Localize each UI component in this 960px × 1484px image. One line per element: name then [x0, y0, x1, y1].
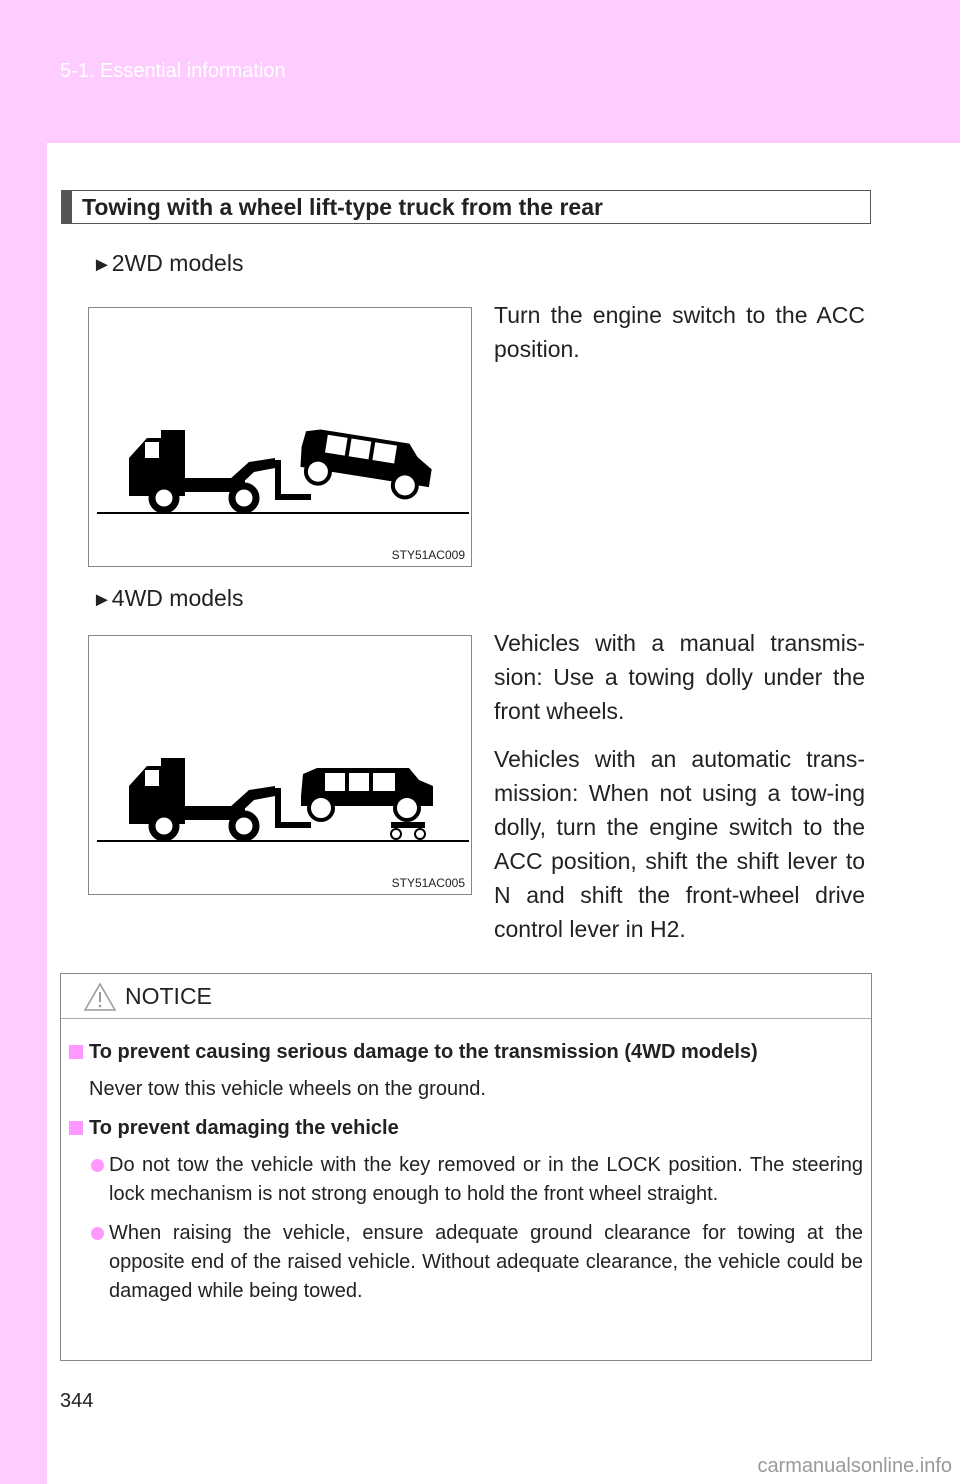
notice-bullet: When raising the vehicle, ensure adequate ground clearance for towing at the opposite end of the raised vehicle. Without adequate clearance, the vehicle could be damaged while being towed. — [69, 1219, 863, 1306]
circle-icon — [91, 1227, 104, 1240]
tow-truck-4wd-illustration — [89, 636, 471, 894]
arrow-right-icon: ► — [92, 254, 112, 276]
figure-code: STY51AC009 — [391, 548, 465, 562]
notice-title: NOTICE — [125, 983, 212, 1009]
notice-body — [69, 1038, 863, 1316]
watermark: carmanualsonline.info — [757, 1455, 952, 1477]
figure-2wd — [88, 307, 472, 567]
warning-triangle-icon — [83, 982, 117, 1012]
square-icon — [69, 1121, 83, 1135]
notice-box — [60, 973, 872, 1361]
instructions-4wd — [494, 626, 865, 960]
circle-icon — [91, 1159, 104, 1172]
model-label-4wd — [92, 585, 243, 612]
square-icon — [69, 1045, 83, 1059]
section-header: 5-1. Essential information — [60, 60, 286, 82]
model-label-text: 4WD models — [111, 585, 244, 611]
model-label-2wd — [92, 250, 243, 277]
instruction-paragraph: Vehicles with an automatic trans-mission: When not using a tow-ing dolly, turn the engine switch to the ACC position, shift the shift lever to N and shift the front-wheel drive control lever in H2. — [494, 746, 865, 942]
model-label-text: 2WD models — [111, 250, 244, 276]
section-title-box — [61, 190, 871, 224]
instruction-paragraph: Vehicles with a manual transmis-sion: Use a towing dolly under the front wheels. — [494, 630, 865, 724]
page-number: 344 — [60, 1390, 94, 1412]
arrow-right-icon: ► — [92, 589, 112, 611]
instructions-2wd — [494, 298, 865, 380]
figure-4wd — [88, 635, 472, 895]
instruction-paragraph: Turn the engine switch to the ACC position. — [494, 302, 865, 362]
notice-heading: To prevent damaging the vehicle — [69, 1114, 863, 1143]
notice-heading: To prevent causing serious damage to the transmission (4WD models) — [69, 1038, 863, 1067]
notice-bullet: Do not tow the vehicle with the key removed or in the LOCK position. The steering lock mechanism is not strong enough to hold the front wheel straight. — [69, 1151, 863, 1209]
tow-truck-2wd-illustration — [89, 308, 471, 566]
notice-header — [61, 974, 871, 1019]
title-bar-marker — [62, 191, 72, 223]
notice-paragraph: Never tow this vehicle wheels on the ground. — [89, 1078, 486, 1100]
side-band — [0, 143, 47, 1484]
section-title: Towing with a wheel lift-type truck from the rear — [82, 194, 603, 220]
figure-code: STY51AC005 — [391, 876, 465, 890]
